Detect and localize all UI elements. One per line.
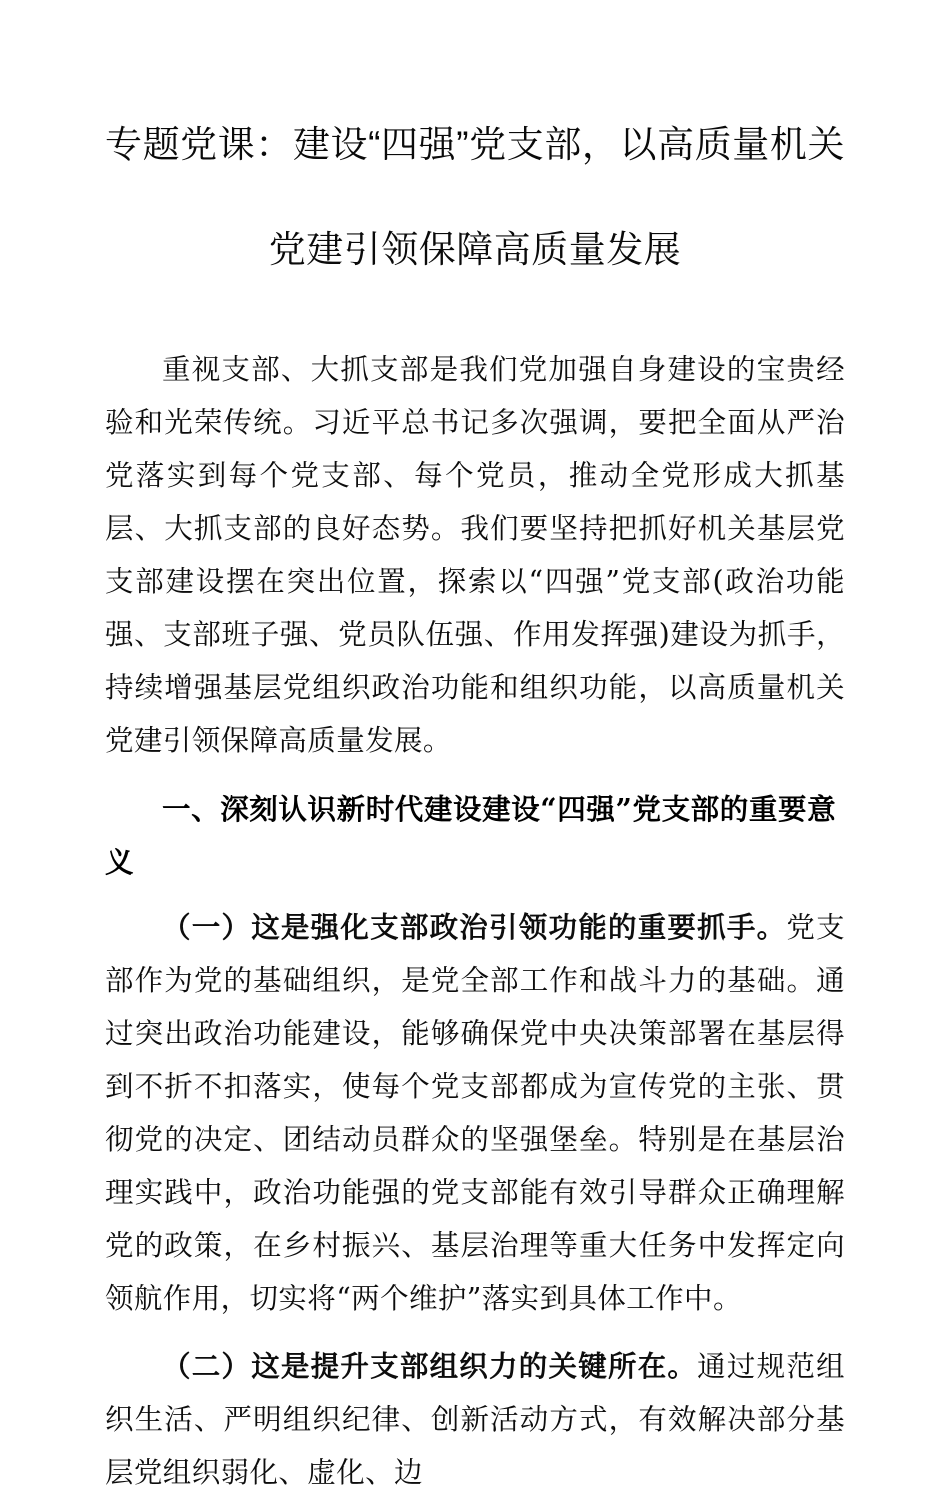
- document-title-line-1: 专题党课：建设“四强”党支部，以高质量机关: [105, 124, 845, 165]
- body-paragraph-item-1: [105, 901, 845, 1325]
- document-title-line-2: 党建引领保障高质量发展: [268, 229, 682, 270]
- body-paragraph-item-2: [105, 1340, 845, 1499]
- section-heading-one: 一、深刻认识新时代建设建设“四强”党支部的重要意义: [105, 792, 837, 879]
- item-1-lead-sentence: （一）这是强化支部政治引领功能的重要抓手。: [162, 910, 787, 944]
- document-title: [105, 0, 845, 302]
- item-1-body-text: 党支部作为党的基础组织，是党全部工作和战斗力的基础。通过突出政治功能建设，能够确保党中央决策部署在基层得到不折不扣落实，使每个党支部都成为宣传党的主张、贯彻党的决定、团结动员群众的坚强堡垒。特别是在基层治理实践中，政治功能强的党支部能有效引导群众正确理解党的政策，在乡村振兴、基层治理等重大任务中发挥定向领航作用，切实将“两个维护”落实到具体工作中。: [105, 911, 845, 1315]
- page-content: [105, 0, 845, 1499]
- body-paragraph-intro: 重视支部、大抓支部是我们党加强自身建设的宝贵经验和光荣传统。习近平总书记多次强调，要把全面从严治党落实到每个党支部、每个党员，推动全党形成大抓基层、大抓支部的良好态势。我们要坚持把抓好机关基层党支部建设摆在突出位置，探索以“四强”党支部(政治功能强、支部班子强、党员队伍强、作用发挥强)建设为抓手，持续增强基层党组织政治功能和组织功能，以高质量机关党建引领保障高质量发展。: [105, 353, 845, 757]
- item-2-body-text: 通过规范组织生活、严明组织纪律、创新活动方式，有效解决部分基层党组织弱化、虚化、边: [105, 1350, 845, 1489]
- item-2-lead-sentence: （二）这是提升支部组织力的关键所在。: [162, 1349, 698, 1383]
